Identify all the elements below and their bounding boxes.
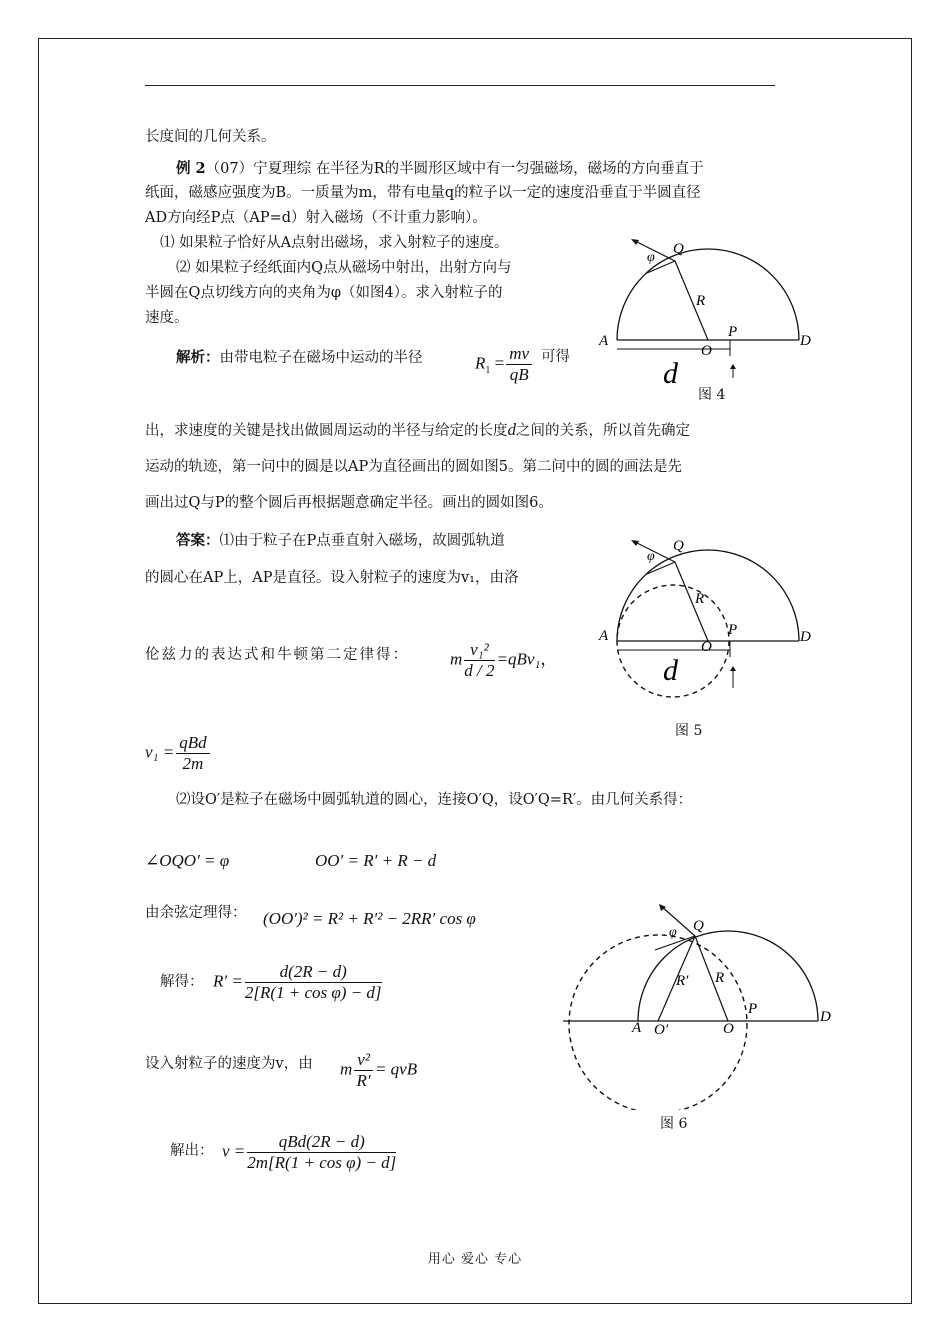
question-1: ⑴ 如果粒子恰好从A点射出磁场，求入射粒子的速度。 [160,235,509,251]
svg-text:D: D [820,1009,831,1025]
question-2-line-1: ⑵ 如果粒子经纸面内Q点从磁场中射出，出射方向与 [176,260,512,276]
equation-1: m $\frac{\text{v₁²}}{d / 2}$ =qBv₁， [450,640,558,680]
equation-8: v = $\frac{\text{qBd(2R − d)}}{\text{2m[R(1 + cos φ) − d]}}$ [222,1132,397,1172]
svg-text:O: O [701,639,712,655]
label-Q: Q [673,241,684,257]
analysis-line-1: 解析：由带电粒子在磁场中运动的半径 [176,349,423,366]
svg-text:A: A [632,1020,642,1036]
figure-4 [595,228,825,388]
figure-6 [555,900,845,1110]
example-line-2: 纸面，磁感应强度为B。一质量为m，带有电量q的粒子以一定的速度沿垂直于半圆直径 [145,185,701,201]
velocity-label: 设入射粒子的速度为v，由 [145,1056,313,1072]
label-O: O [701,343,712,359]
analysis-line-2: 出，求速度的关键是找出做圆周运动的半径与给定的长度d之间的关系，所以首先确定 [145,420,690,439]
figure-5 [595,520,825,720]
semicircle-arc [617,249,799,340]
equation-7: m $\frac{\text{v²}}{R'}$ = qvB [340,1050,418,1090]
svg-text:A: A [599,628,609,644]
text-line: 长度间的几何关系。 [145,129,276,145]
example-line-1 [176,158,704,180]
footer: 用心 爱心 专心 [427,1252,523,1267]
solve-label: 解得： [160,974,204,990]
svg-text:P: P [728,622,738,638]
answer-line-3: 伦兹力的表达式和牛顿第二定律得： [145,647,409,663]
label-d: d [663,357,678,388]
figure-4-caption: 图 4 [698,387,726,403]
equation-5: (OO′)² = R² + R′² − 2RR′ cos φ [263,909,476,928]
answer-line-1: 答案：⑴由于粒子在P点垂直射入磁场，故圆弧轨道 [176,532,505,549]
arrow-head [631,239,639,245]
equation-3: ∠OQO′ = φ [145,851,230,870]
analysis-line-3: 运动的轨迹，第一问中的圆是以AP为直径画出的圆如图5。第二问中的圆的画法是先 [145,459,682,475]
analysis-line-4: 画出过Q与P的整个圆后再根据题意确定半径。画出的圆如图6。 [145,495,553,511]
svg-text:d: d [663,654,678,687]
label-phi: φ [647,250,655,265]
equation-6: R′ = $\frac{d(2R - d)}{\text{2[R(1 + cos φ) − d]}}$ [213,962,382,1002]
header-rule [145,85,775,86]
formula-radius: $R_1$ = $\frac{mv}{qB}$ [475,344,534,385]
svg-text:O′: O′ [654,1022,669,1038]
example-line-3: AD方向经P点（AP=d）射入磁场（不计重力影响）。 [145,210,487,226]
svg-text:O: O [723,1021,734,1037]
example-label: 例 2 [176,160,206,177]
analysis-text: 可得 [541,349,570,365]
question-2-line-2: 半圆在Q点切线方向的夹角为φ（如图4）。求入射粒子的 [145,285,503,301]
svg-text:D: D [800,629,811,645]
answer-part-2: ⑵设O′是粒子在磁场中圆弧轨道的圆心，连接O′Q，设O′Q=R′。由几何关系得： [176,792,693,808]
svg-text:R: R [695,591,705,607]
analysis-label: 解析： [176,349,220,366]
answer-line-2: 的圆心在AP上，AP是直径。设入射粒子的速度为v₁，由洛 [145,570,519,586]
result-label: 解出： [170,1143,214,1159]
equation-4: OO′ = R′ + R − d [315,851,437,870]
label-R: R [696,293,706,309]
question-2-line-3: 速度。 [145,310,189,326]
answer-label: 答案： [176,532,220,549]
figure-5-caption: 图 5 [675,723,703,739]
svg-text:φ: φ [669,925,677,940]
label-A: A [599,333,609,349]
svg-text:R: R [715,970,725,986]
label-P: P [728,324,738,340]
figure-6-caption: 图 6 [660,1116,688,1132]
label-D: D [800,333,811,349]
svg-text:R′: R′ [676,973,689,989]
svg-text:P: P [748,1001,758,1017]
example-source: （07）宁夏理综 [205,161,312,177]
example-text: 在半径为R的半圆形区域中有一匀强磁场，磁场的方向垂直于 [311,161,704,177]
cosine-label: 由余弦定理得： [145,905,247,921]
svg-text:φ: φ [647,549,655,564]
svg-text:Q: Q [673,538,684,554]
svg-text:Q: Q [693,918,704,934]
equation-2: v₁ = $\frac{\text{qBd}}{2m}$ [145,733,212,774]
